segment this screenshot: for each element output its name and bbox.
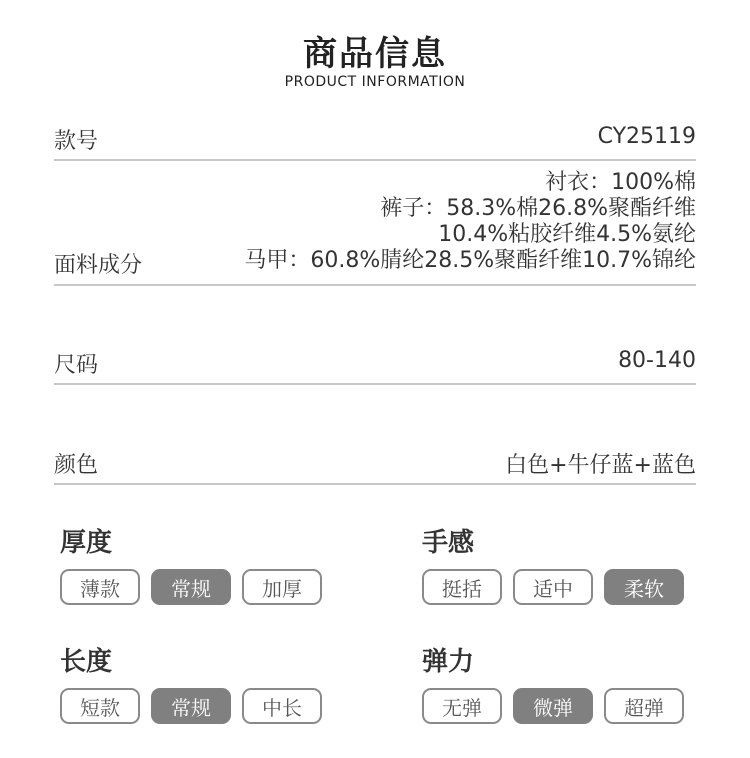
length-option[interactable]: 常规 xyxy=(151,688,231,724)
elasticity-option[interactable]: 超弹 xyxy=(604,688,684,724)
thickness-option[interactable]: 薄款 xyxy=(60,569,140,605)
length-options xyxy=(60,688,322,724)
feel-title: 手感 xyxy=(422,528,475,558)
length-option[interactable]: 中长 xyxy=(242,688,322,724)
elasticity-title: 弹力 xyxy=(422,647,475,677)
size-value: 80-140 xyxy=(618,348,696,373)
color-value: 白色+牛仔蓝+蓝色 xyxy=(505,453,696,478)
thickness-option[interactable]: 常规 xyxy=(151,569,231,605)
length-option[interactable]: 短款 xyxy=(60,688,140,724)
feel-option[interactable]: 柔软 xyxy=(604,569,684,605)
feel-option[interactable]: 适中 xyxy=(513,569,593,605)
feel-options xyxy=(422,569,684,605)
elasticity-options xyxy=(422,688,684,724)
model-value: CY25119 xyxy=(597,124,696,149)
page-subtitle: PRODUCT INFORMATION xyxy=(284,74,466,90)
thickness-title: 厚度 xyxy=(60,528,113,558)
material-line: 马甲：60.8%腈纶28.5%聚酯纤维10.7%锦纶 xyxy=(244,248,696,273)
feel-option[interactable]: 挺括 xyxy=(422,569,502,605)
model-label: 款号 xyxy=(54,129,99,154)
size-label: 尺码 xyxy=(54,353,99,378)
material-line: 裤子：58.3%棉26.8%聚酯纤维 xyxy=(380,196,696,221)
length-title: 长度 xyxy=(60,647,113,677)
divider xyxy=(54,159,696,161)
page-title: 商品信息 xyxy=(303,34,447,74)
divider xyxy=(54,284,696,286)
material-value xyxy=(244,170,696,274)
thickness-option[interactable]: 加厚 xyxy=(242,569,322,605)
material-label: 面料成分 xyxy=(54,253,143,278)
color-label: 颜色 xyxy=(54,453,99,478)
material-line: 衬衣：100%棉 xyxy=(545,170,696,195)
divider xyxy=(54,383,696,385)
thickness-options xyxy=(60,569,322,605)
divider xyxy=(54,483,696,485)
material-line: 10.4%粘胶纤维4.5%氨纶 xyxy=(438,222,696,247)
elasticity-option[interactable]: 无弹 xyxy=(422,688,502,724)
elasticity-option[interactable]: 微弹 xyxy=(513,688,593,724)
